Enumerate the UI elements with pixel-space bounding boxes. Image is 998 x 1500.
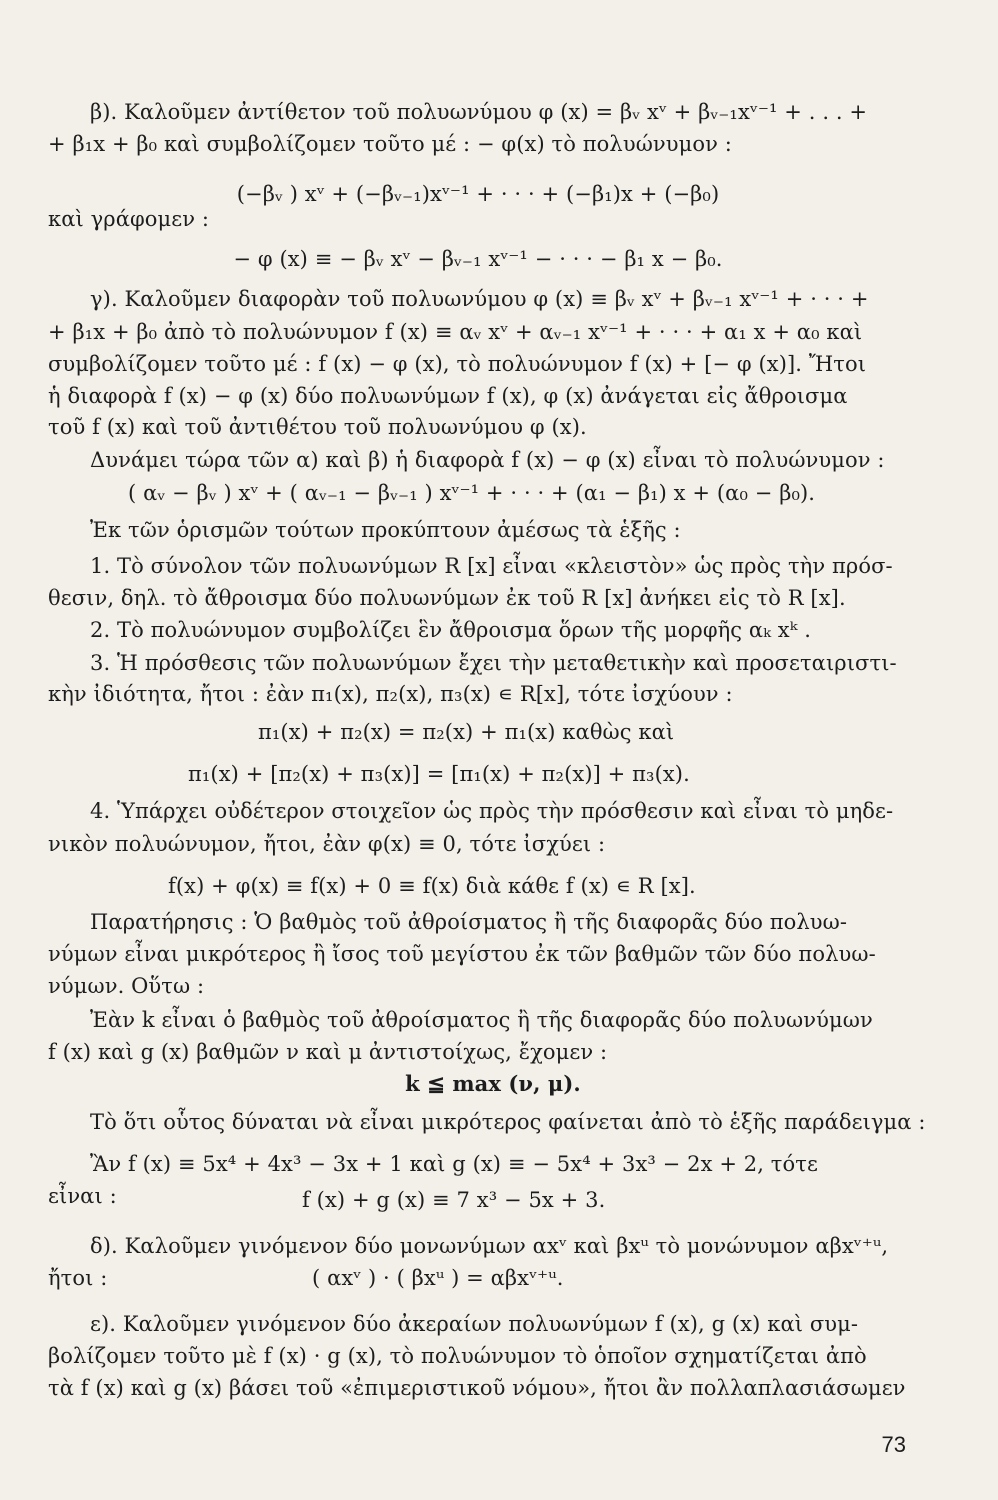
text-line: νύμων. Οὕτω : <box>48 974 205 998</box>
text-line: ε). Καλοῦμεν γινόμενον δύο ἀκεραίων πολυωνύμων f (x), g (x) καὶ συμ- <box>90 1312 859 1336</box>
text-line: + β₁x + β₀ ἀπὸ τὸ πολυώνυμον f (x) ≡ αᵥ xᵛ + αᵥ₋₁ xᵛ⁻¹ + · · · + α₁ x + α₀ καὶ <box>48 320 863 344</box>
text-line: γ). Καλοῦμεν διαφορὰν τοῦ πολυωνύμου φ (x) ≡ βᵥ xᵛ + βᵥ₋₁ xᵛ⁻¹ + · · · + <box>90 287 869 311</box>
text-line: συμβολίζομεν τοῦτο μέ : f (x) − φ (x), τὸ πολυώνυμον f (x) + [− φ (x)]. Ἤτοι <box>48 352 867 376</box>
text-line: + β₁x + β₀ καὶ συμβολίζομεν τοῦτο μέ : − φ(x) τὸ πολυώνυμον : <box>48 132 732 156</box>
formula-line: ( αᵥ − βᵥ ) xᵛ + ( αᵥ₋₁ − βᵥ₋₁ ) xᵛ⁻¹ + · · · + (α₁ − β₁) x + (α₀ − β₀). <box>128 481 816 505</box>
text-line: τὰ f (x) καὶ g (x) βάσει τοῦ «ἐπιμεριστικοῦ νόμου», ἤτοι ἂν πολλαπλασιάσωμεν <box>48 1376 906 1400</box>
formula-line: k ≦ max (ν, μ). <box>405 1071 581 1096</box>
formula-line: ( αxᵛ ) · ( βxᵘ ) = αβxᵛ⁺ᵘ. <box>312 1266 564 1290</box>
text-line: κὴν ἰδιότητα, ἤτοι : ἐὰν π₁(x), π₂(x), π₃(x) ∊ R[x], τότε ἰσχύουν : <box>48 682 733 706</box>
formula-line: (−βᵥ ) xᵛ + (−βᵥ₋₁)xᵛ⁻¹ + · · · + (−β₁)x + (−β₀) <box>236 182 720 206</box>
text-line: Τὸ ὅτι οὗτος δύναται νὰ εἶναι μικρότερος φαίνεται ἀπὸ τὸ ἑξῆς παράδειγμα : <box>90 1110 926 1134</box>
text-line: καὶ γράφομεν : <box>48 207 210 231</box>
formula-line: − φ (x) ≡ − βᵥ xᵛ − βᵥ₋₁ xᵛ⁻¹ − · · · − β₁ x − β₀. <box>233 247 723 271</box>
formula-line: π₁(x) + π₂(x) = π₂(x) + π₁(x) καθὼς καὶ <box>258 720 675 744</box>
text-line: β). Καλοῦμεν ἀντίθετον τοῦ πολυωνύμου φ (x) = βᵥ xᵛ + βᵥ₋₁xᵛ⁻¹ + . . . + <box>90 100 868 124</box>
list-item: 3. Ἡ πρόσθεσις τῶν πολυωνύμων ἔχει τὴν μεταθετικὴν καὶ προσεταιριστι- <box>90 651 897 675</box>
remark-line: Παρατήρησις : Ὁ βαθμὸς τοῦ ἀθροίσματος ἢ τῆς διαφορᾶς δύο πολυω- <box>90 910 848 934</box>
text-line: τοῦ f (x) καὶ τοῦ ἀντιθέτου τοῦ πολυωνύμου φ (x). <box>48 415 587 439</box>
text-line: εἶναι : <box>48 1184 117 1208</box>
text-line: Ἐὰν k εἶναι ὁ βαθμὸς τοῦ ἀθροίσματος ἢ τῆς διαφορᾶς δύο πολυωνύμων <box>90 1008 873 1032</box>
list-item: 4. Ὑπάρχει οὐδέτερον στοιχεῖον ὡς πρὸς τὴν πρόσθεσιν καὶ εἶναι τὸ μηδε- <box>90 799 894 823</box>
text-line: Ἂν f (x) ≡ 5x⁴ + 4x³ − 3x + 1 καὶ g (x) ≡ − 5x⁴ + 3x³ − 2x + 2, τότε <box>90 1152 818 1176</box>
text-line: βολίζομεν τοῦτο μὲ f (x) · g (x), τὸ πολυώνυμον τὸ ὁποῖον σχηματίζεται ἀπὸ <box>48 1344 867 1368</box>
text-line: νύμων εἶναι μικρότερος ἢ ἴσος τοῦ μεγίστου ἐκ τῶν βαθμῶν τῶν δύο πολυω- <box>48 942 876 966</box>
text-line: θεσιν, δηλ. τὸ ἄθροισμα δύο πολυωνύμων ἐκ τοῦ R [x] ἀνήκει εἰς τὸ R [x]. <box>48 586 846 610</box>
page-number: 73 <box>881 1432 906 1457</box>
formula-line: π₁(x) + [π₂(x) + π₃(x)] = [π₁(x) + π₂(x)] + π₃(x). <box>188 762 690 786</box>
text-line: δ). Καλοῦμεν γινόμενον δύο μονωνύμων αxᵛ καὶ βxᵘ τὸ μονώνυμον αβxᵛ⁺ᵘ, <box>90 1234 889 1258</box>
text-line: ἡ διαφορὰ f (x) − φ (x) δύο πολυωνύμων f (x), φ (x) ἀνάγεται εἰς ἄθροισμα <box>48 384 848 408</box>
formula-line: f (x) + g (x) ≡ 7 x³ − 5x + 3. <box>302 1188 606 1212</box>
text-line: ἤτοι : <box>48 1266 108 1290</box>
text-line: Ἐκ τῶν ὁρισμῶν τούτων προκύπτουν ἀμέσως τὰ ἑξῆς : <box>90 518 681 542</box>
list-item: 2. Τὸ πολυώνυμον συμβολίζει ἓν ἄθροισμα ὅρων τῆς μορφῆς αₖ xᵏ . <box>90 618 812 642</box>
text-line: νικὸν πολυώνυμον, ἤτοι, ἐὰν φ(x) ≡ 0, τότε ἰσχύει : <box>48 832 606 856</box>
text-line: Δυνάμει τώρα τῶν α) καὶ β) ἡ διαφορὰ f (x) − φ (x) εἶναι τὸ πολυώνυμον : <box>90 448 885 472</box>
text-line: f (x) καὶ g (x) βαθμῶν ν καὶ μ ἀντιστοίχως, ἔχομεν : <box>48 1040 608 1064</box>
list-item: 1. Τὸ σύνολον τῶν πολυωνύμων R [x] εἶναι «κλειστὸν» ὡς πρὸς τὴν πρόσ- <box>90 554 893 578</box>
formula-line: f(x) + φ(x) ≡ f(x) + 0 ≡ f(x) διὰ κάθε f (x) ∊ R [x]. <box>168 874 696 898</box>
